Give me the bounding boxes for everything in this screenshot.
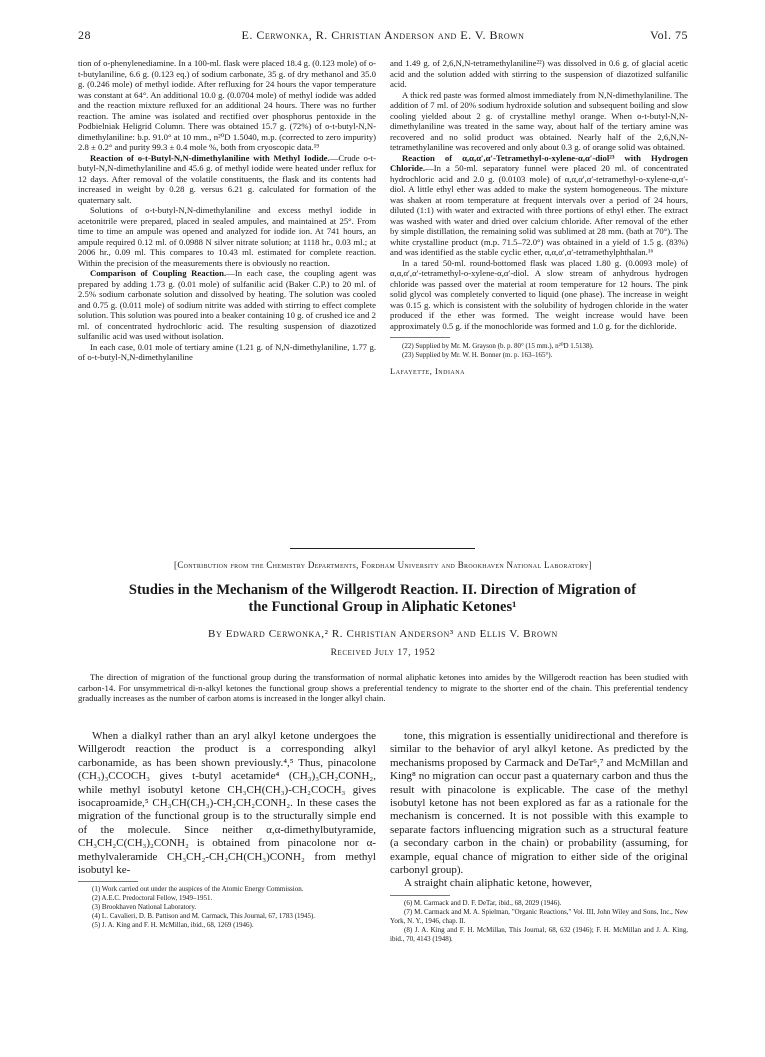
footnote: (5) J. A. King and F. H. McMillan, ibid., 68, 1269 (1946).: [92, 921, 254, 930]
paragraph: and 1.49 g. of 2,6,N,N-tetramethylaniline²²) was dissolved in 0.6 g. of glacial acetic acid and the solution added with stirring to the suspension of diazotized sulfanilic acid.: [390, 58, 688, 89]
page-number: 28: [78, 28, 91, 42]
abstract: [78, 672, 688, 704]
section-divider: [290, 548, 475, 549]
footnote: (3) Brookhaven National Laboratory.: [92, 903, 197, 912]
footnote: (4) L. Cavalieri, D. B. Pattison and M. Carmack, This Journal, 67, 1783 (1945).: [92, 912, 316, 921]
paragraph-body: —In each case, the coupling agent was prepared by adding 1.73 g. (0.01 mole) of sulfanilic acid (Baker C.P.) to 20 ml. of 2.5% sodium carbonate solution and dissolved by heating. The solution was cooled and 0.75 g. (0.011 mole) of sodium nitrite was added with stirring to effect complete solution. This solution was poured into a beaker containing 10 g. of crushed ice and 2 ml. of concentrated hydrochloric acid. The resulting suspension of diazotized sulfanilic acid was used without isolation.: [78, 268, 376, 341]
footnote: (1) Work carried out under the auspices of the Atomic Energy Commission.: [92, 885, 304, 894]
paragraph: [78, 268, 376, 342]
footnote: (2) A.E.C. Predoctoral Fellow, 1949–1951.: [92, 894, 213, 903]
running-title: E. Cerwonka, R. Christian Anderson and E. V. Brown: [241, 28, 525, 42]
footnotes: [390, 342, 688, 360]
title-line: Studies in the Mechanism of the Willgerodt Reaction. II. Direction of Migration of: [128, 582, 637, 598]
footnote: (7) M. Carmack and M. A. Spielman, "Organic Reactions," Vol. III, John Wiley and Sons, Inc., New York, N. Y., 1946, chap. II.: [390, 907, 688, 925]
paragraph: [390, 153, 688, 258]
abstract-text: The direction of migration of the functional group during the transformation of normal aliphatic ketones into amides by the Willgerodt reaction has been studied with carbon-14. For unsymmetrical di-n-alkyl ketones the functional group shows a preferential tendency to migrate to the shorter end of the chain. This preferential tendency gradually increases as the number of carbon atoms is increased in the longer alkyl chain.: [78, 672, 688, 703]
paragraph: tone, this migration is essentially unidirectional and therefore is similar to the behavior of aryl alkyl ketone. As predicted by the mechanisms proposed by Carmack and DeTar⁶,⁷ and McMillan and King⁸ no migration can occur past a quaternary carbon and thus the result with pinacolone is explicable. The case of the methyl isobutyl ketone has not been explored as far as a rationale for the mechanism is concerned. It is not possible with this example to separate factors influencing migration such as a structural feature (a secondary carbon in the chain) or probability (assuming, for example, equal chance of migration to either side of the original carbonyl group).: [390, 730, 688, 877]
paragraph-body: —Crude o-t-butyl-N,N-dimethylaniline and 45.6 g. of methyl iodide were heated under reflux for 12 days. After removal of the volatile constituents, the flask and its contents had increased in weight by 0.28 g. versus 6.21 g. calculated for formation of the quaternary salt.: [78, 152, 376, 205]
bottom-left-column: [78, 730, 376, 930]
paragraph: tion of o-phenylenediamine. In a 100-ml. flask were placed 18.4 g. (0.123 mole) of o-t-butylaniline, 6.6 g. (0.123 eq.) of sodium carbonate, 35 g. of dry methanol and 35.0 g. (0.246 mole) of methyl iodide. After refluxing for 24 hours the vapor temperature was constant at 64°. An additional 10.0 g. (0.0704 mole) of methyl iodide was added and the reaction mixture refluxed for an additional 24 hours. There was no further reaction. The amine was isolated and rectified over phosphorus pentoxide in the Podbielniak Heligrid Column. There was obtained 15.7 g. (72%) of o-t-butyl-N,N-dimethylaniline: b.p. 91.0° at 10 mm., n²⁰D 1.5040, m.p. (corrected to zero impurity) 2.8 ± 0.2° and purity 99.3 ± 0.4 mole %, both from cryoscopic data.¹⁹: [78, 58, 376, 152]
footnote: (22) Supplied by Mr. M. Grayson (b. p. 80° (15 mm.), n²⁰D 1.5138).: [402, 342, 594, 350]
volume-label: Vol. 75: [650, 28, 688, 42]
paragraph: When a dialkyl rather than an aryl alkyl ketone undergoes the Willgerodt reaction the product is a corresponding alkyl carbonamide, as has been shown previously.⁴,⁵ Thus, pinacolone (CH₃)₃CCOCH₃ gives t-butyl acetamide⁴ (CH₃)₃CH₂CONH₂, while methyl isobutyl ketone CH₃CH(CH₃)-CH₂COCH₃ gives isocaproamide,⁵ CH₃CH(CH₃)-CH₂CH₂CONH₂. In these cases the migration of the functional group is to the structurally simple end of the molecule. Since neither α,α-dimethylbutyramide, CH₃CH₂C(CH₃)₂CONH₂ is obtained from pinacolone nor α-methylvaleramide CH₃CH₂-CH₂CH(CH₃)CONH₂ from methyl isobutyl ke-: [78, 730, 376, 877]
section-heading: Reaction of o-t-Butyl-N,N-dimethylaniline with Methyl Iodide.: [90, 152, 330, 163]
paragraph: [78, 153, 376, 206]
footnote: (23) Supplied by Mr. W. H. Bonner (m. p. 163–165°).: [402, 351, 553, 359]
location-label: Lafayette, Indiana: [390, 366, 465, 376]
footnotes: [390, 899, 688, 944]
footnote-divider: [78, 881, 138, 882]
paragraph: A straight chain aliphatic ketone, however,: [404, 877, 593, 890]
paragraph: In each case, 0.01 mole of tertiary amine (1.21 g. of N,N-dimethylaniline, 1.77 g. of o-t-butyl-N,N-dimethylaniline: [78, 341, 376, 362]
paragraph-body: —In a 50-ml. separatory funnel were placed 20 ml. of concentrated hydrochloric acid and 2.0 g. (0.0103 mole) of α,α,α′,α′-tetramethyl-o-xylene-α,α′-diol. A little ethyl ether was added to make the system homogeneous. The mixture was shaken at room temperature at frequent intervals over a period of 24 hours, diluted (1:1) with water and extracted with three portions of ethyl ether. The extract was washed with water and dried over calcium chloride. After removal of the ether by simple distillation, the remaining solid was sublimed at 28 mm. (bath at 70°). The white crystalline product (m.p. 71.5–72.0°) was obtained in a yield of 1.5 g. (83%) and was identified as the stable cyclic ether, α,α,α′,α′-tetramethylphthalan.¹⁶: [390, 163, 688, 257]
contribution-line: [Contribution from the Chemistry Departments, Fordham University and Brookhaven National Laboratory]: [174, 560, 592, 570]
section-heading: Reaction of α,α,α′,α′-Tetramethyl-o-xylene-α,α′-diol²³ with Hydrogen Chloride.: [390, 152, 688, 173]
paragraph: In a tared 50-ml. round-bottomed flask was placed 1.80 g. (0.0093 mole) of α,α,α′,α′-tetramethyl-o-xylene-α,α′-diol. A slow stream of anhydrous hydrogen chloride was passed over the material at room temperature for 12 hours. The pink solid glycol was completely converted to liquid (one phase). The increase in weight was 0.15 g. which is consistent with the solubility of hydrogen chloride in the water produced if the ether was formed. The weight increase would have been approximately 0.5 g. if the monochloride was formed and 1.0 g. for the dichloride.: [390, 257, 688, 331]
section-heading: Comparison of Coupling Reaction.: [90, 268, 227, 278]
footnote-divider: [390, 895, 450, 896]
footnotes: [78, 885, 376, 930]
top-right-column: [390, 58, 688, 377]
article-title: [70, 582, 695, 616]
bottom-right-column: [390, 730, 688, 944]
paragraph: Solutions of o-t-butyl-N,N-dimethylaniline and excess methyl iodide in acetonitrile were prepared, placed in sealed ampules, and maintained at 25°. From time to time an ampule was opened and analyzed for iodide ion. At 741 hours, an ampule required 0.12 ml. of 0.0988 N silver nitrate solution; at 1118 hr., 0.03 ml.; at 2006 hr., 0.09 ml. This compares to 10.43 ml. estimated for complete reaction. Within the precision of the measurements there is obviously no reaction.: [78, 205, 376, 268]
received-date: Received July 17, 1952: [330, 648, 436, 658]
paragraph: A thick red paste was formed almost immediately from N,N-dimethylaniline. The addition of 7 ml. of 20% sodium hydroxide solution and subsequent boiling and slow cooling yielded about 2 g. of crystalline methyl orange. When o-t-butyl-N,N-dimethylaniline was treated in the same way, about half of the tertiary amine was recovered and no solid product was obtained. Nearly half of the 2,6,N,N-tetramethylaniline was recovered and only about 0.3 g. of orange solid was obtained.: [390, 89, 688, 152]
running-header: [78, 28, 688, 44]
top-left-column: [78, 58, 376, 363]
footnote: (6) M. Carmack and D. F. DeTar, ibid., 68, 2029 (1946).: [404, 898, 562, 907]
footnote: (8) J. A. King and F. H. McMillan, This Journal, 68, 632 (1946); F. H. McMillan and J. A. King, ibid., 70, 4143 (1948).: [390, 925, 688, 943]
byline: By Edward Cerwonka,² R. Christian Anderson³ and Ellis V. Brown: [208, 628, 558, 640]
title-line: the Functional Group in Aliphatic Ketones¹: [248, 599, 517, 615]
footnote-divider: [390, 337, 450, 338]
